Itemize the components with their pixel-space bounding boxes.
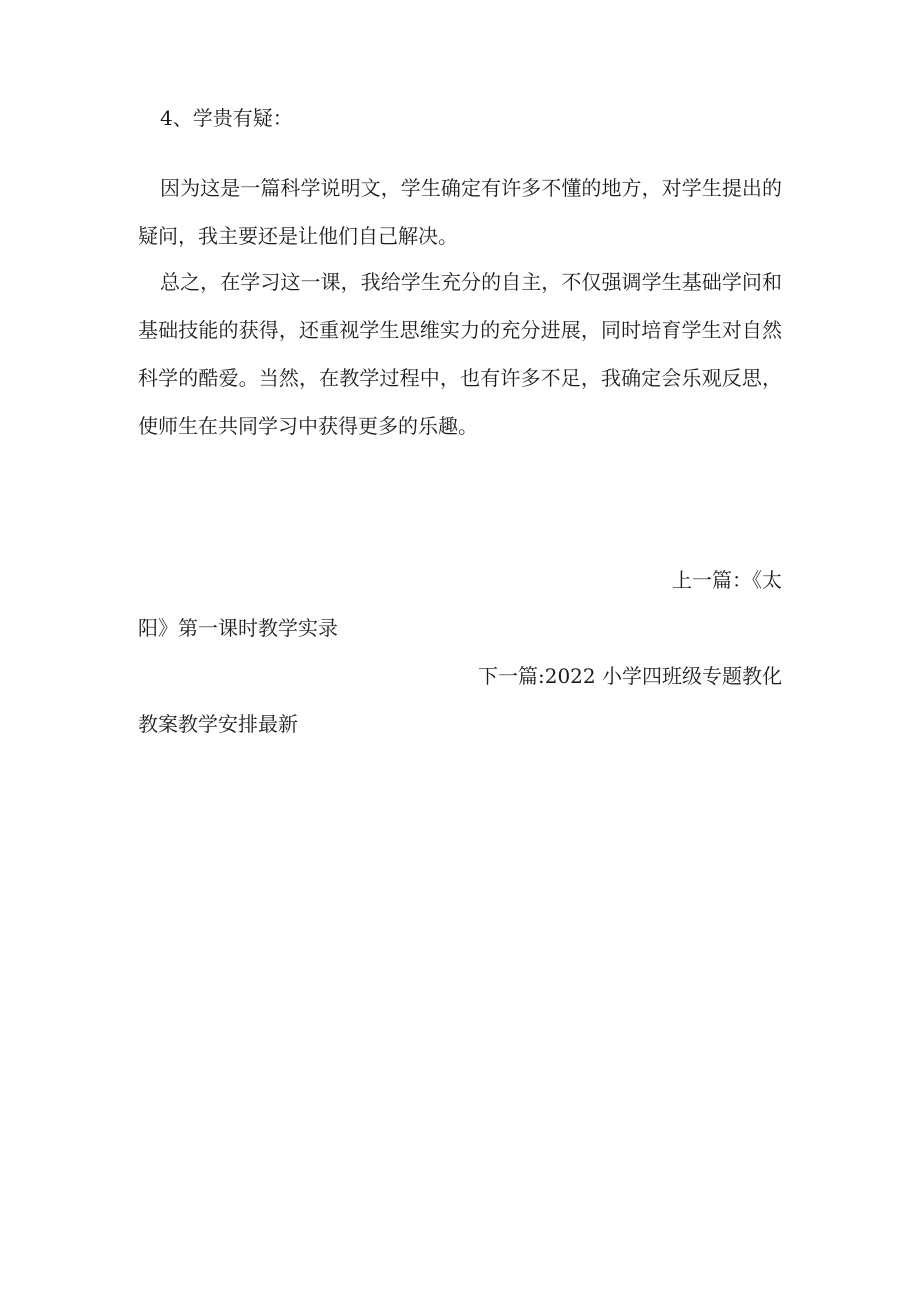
next-article-line-2[interactable]: 教案教学安排最新 — [138, 712, 298, 736]
next-article-link[interactable] — [138, 652, 782, 748]
previous-article-line-1[interactable]: 上一篇：《太 — [672, 568, 782, 592]
previous-article-link[interactable] — [138, 556, 782, 652]
next-article-line-1[interactable]: 下一篇:2022 小学四班级专题教化 — [478, 664, 782, 688]
section-heading: 4、学贵有疑： — [160, 106, 293, 130]
previous-article-line-2[interactable]: 阳》第一课时教学实录 — [138, 616, 338, 640]
body-paragraph-1: 因为这是一篇科学说明文，学生确定有许多不懂的地方，对学生提出的疑问，我主要还是让他们自己解决。 — [138, 176, 782, 248]
body-paragraph-2: 总之，在学习这一课，我给学生充分的自主，不仅强调学生基础学问和基础技能的获得，还重视学生思维实力的充分进展，同时培育学生对自然科学的酷爱。当然，在教学过程中，也有许多不足，我确定会乐观反思，使师生在共同学习中获得更多的乐趣。 — [138, 270, 782, 438]
